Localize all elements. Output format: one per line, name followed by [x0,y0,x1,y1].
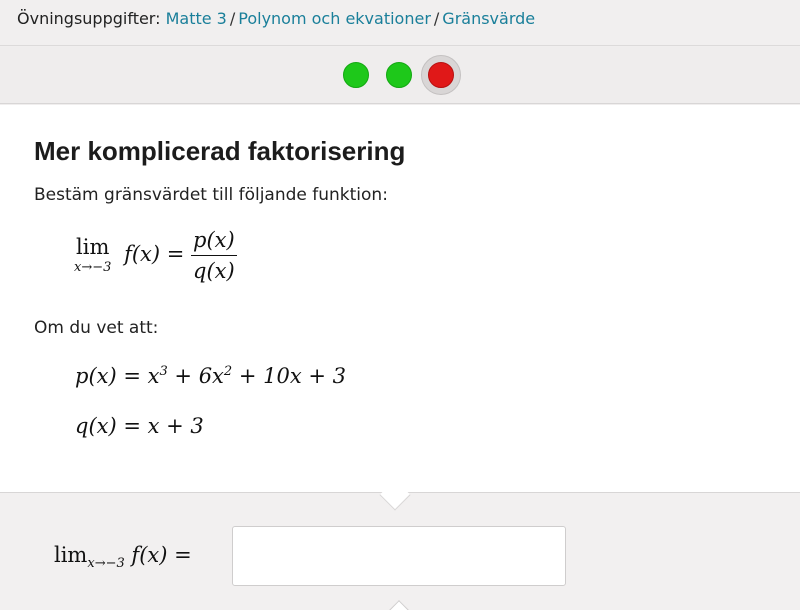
progress-dot-correct[interactable] [343,62,369,88]
q-definition: q(x) = x + 3 [75,414,204,438]
breadcrumb [0,0,800,46]
fraction-denominator: q(x) [193,259,235,283]
fraction-numerator: p(x) [191,228,237,256]
breadcrumb-separator: / [433,9,440,28]
breadcrumb-prefix: Övningsuppgifter: [17,9,161,28]
question-instruction: Bestäm gränsvärdet till följande funktion: [34,185,388,205]
question-title: Mer komplicerad faktorisering [34,136,406,166]
breadcrumb-link-chapter[interactable]: Polynom och ekvationer [238,9,431,28]
function-lhs: f(x) = [124,242,185,266]
breadcrumb-link-topic[interactable]: Gränsvärde [442,9,536,28]
answer-input[interactable] [232,526,566,586]
condition-text: Om du vet att: [34,318,159,338]
progress-bar [0,47,800,104]
limit-operator: lim x→−3 [74,235,112,275]
fraction [191,228,237,283]
progress-dot-correct[interactable] [386,62,412,88]
breadcrumb-separator: / [229,9,236,28]
progress-dot-incorrect[interactable] [428,62,454,88]
limit-expression [74,228,237,283]
answer-label: $\lim_{x\to-3} f(x)$ = [54,543,192,571]
breadcrumb-link-course[interactable]: Matte 3 [165,9,227,28]
p-definition: $p(x) = x^3 + 6x^2 + 10x + 3$ [75,364,347,388]
